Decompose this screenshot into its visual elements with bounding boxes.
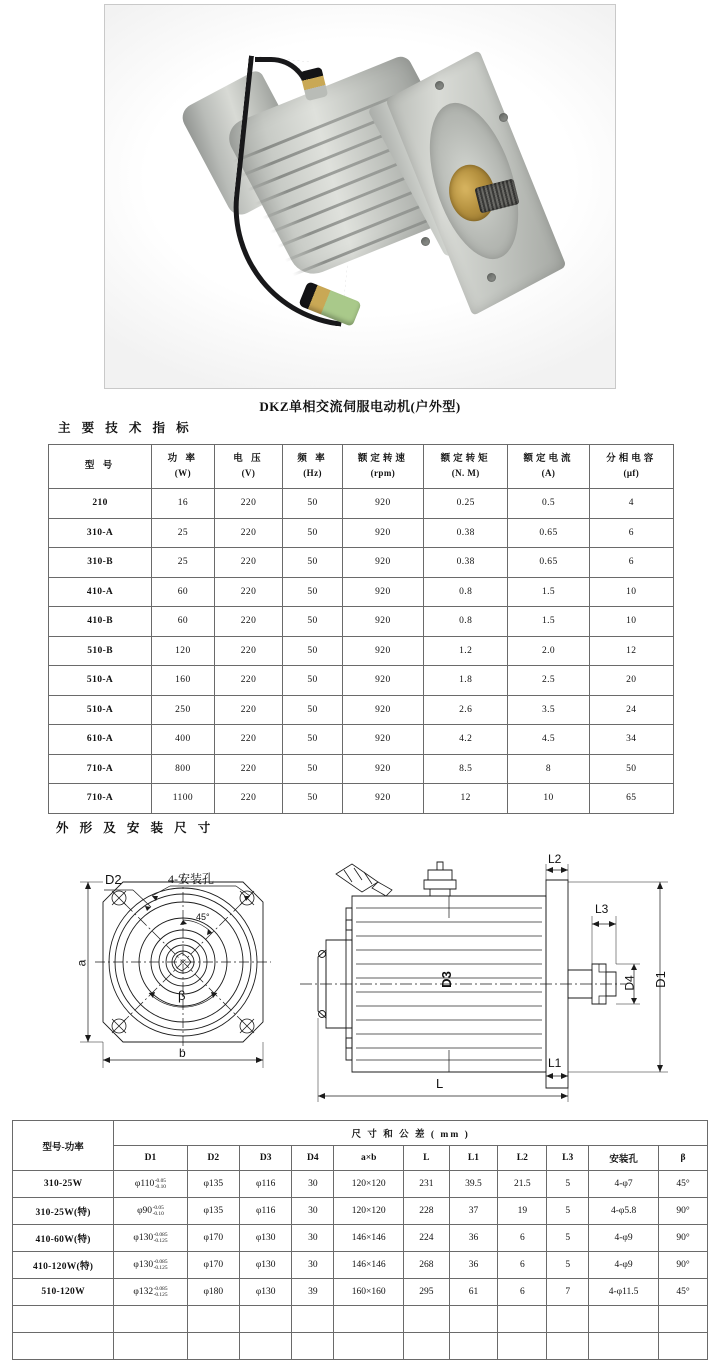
dim-cell-empty xyxy=(547,1333,589,1360)
table-row-empty xyxy=(13,1333,708,1360)
dim-cell-holes: 4-φ5.8 xyxy=(589,1198,659,1225)
tolerance-value: φ130 -0.085 -0.125 xyxy=(133,1258,168,1271)
table-row-empty xyxy=(13,1306,708,1333)
drawing-section-heading: 外 形 及 安 装 尺 寸 xyxy=(56,821,215,835)
label-d3: D3 xyxy=(438,971,454,988)
spec-cell: 6 xyxy=(589,548,673,578)
dim-cell-empty xyxy=(240,1333,292,1360)
spec-cell: 410-B xyxy=(49,607,152,637)
spec-cell: 50 xyxy=(283,725,342,755)
spec-cell: 0.65 xyxy=(508,548,589,578)
dim-cell-empty xyxy=(114,1306,187,1333)
dim-cell-l1: 61 xyxy=(449,1279,498,1306)
spec-cell: 610-A xyxy=(49,725,152,755)
table-row xyxy=(49,548,674,578)
spec-cell: 920 xyxy=(342,577,423,607)
spec-cell: 0.5 xyxy=(508,489,589,519)
dim-cell-d2: φ135 xyxy=(187,1198,239,1225)
spec-col-voltage: 电 压 (V) xyxy=(214,445,283,489)
spec-cell: 50 xyxy=(283,548,342,578)
spec-cell: 50 xyxy=(283,666,342,696)
dim-cell-l: 224 xyxy=(404,1225,449,1252)
spec-cell: 12 xyxy=(424,784,508,814)
dim-cell-l2: 6 xyxy=(498,1279,547,1306)
spec-cell: 0.25 xyxy=(424,489,508,519)
table-row xyxy=(13,1252,708,1279)
spec-cell: 20 xyxy=(589,666,673,696)
spec-cell: 10 xyxy=(589,577,673,607)
label-angle-45: 45° xyxy=(196,912,210,922)
label-a: a xyxy=(74,959,89,967)
dim-cell-beta: 45° xyxy=(659,1279,708,1306)
dim-cell-l: 231 xyxy=(404,1171,449,1198)
spec-cell: 50 xyxy=(283,784,342,814)
dim-cell-d3: φ130 xyxy=(240,1252,292,1279)
dim-cell-l2: 19 xyxy=(498,1198,547,1225)
spec-cell: 1.8 xyxy=(424,666,508,696)
dim-cell-l3: 7 xyxy=(547,1279,589,1306)
spec-cell: 510-A xyxy=(49,666,152,696)
table-row xyxy=(49,607,674,637)
dim-cell-empty xyxy=(334,1306,404,1333)
spec-cell: 400 xyxy=(152,725,215,755)
dim-cell-d2: φ170 xyxy=(187,1252,239,1279)
spec-cell: 510-A xyxy=(49,695,152,725)
table-row xyxy=(49,695,674,725)
spec-cell: 3.5 xyxy=(508,695,589,725)
spec-cell: 920 xyxy=(342,666,423,696)
dim-cell-empty xyxy=(449,1306,498,1333)
spec-cell: 0.8 xyxy=(424,607,508,637)
dim-cell-model: 410-60W(特) xyxy=(13,1225,114,1252)
dimension-drawing-svg xyxy=(0,860,720,1110)
dim-cell-l1: 36 xyxy=(449,1225,498,1252)
spec-cell: 0.8 xyxy=(424,577,508,607)
spec-cell: 920 xyxy=(342,607,423,637)
power-cable xyxy=(222,55,369,326)
dim-cell-beta: 90° xyxy=(659,1225,708,1252)
spec-cell: 220 xyxy=(214,548,283,578)
tolerance-value: φ90 -0.05 -0.10 xyxy=(137,1204,164,1217)
spec-col-current: 额定电流 (A) xyxy=(508,445,589,489)
dim-group-header: 尺 寸 和 公 差 ( mm ) xyxy=(114,1121,708,1146)
spec-cell: 220 xyxy=(214,577,283,607)
dim-cell-ab: 160×160 xyxy=(334,1279,404,1306)
spec-cell: 220 xyxy=(214,754,283,784)
dim-col-holes: 安装孔 xyxy=(589,1146,659,1171)
flange-bolt xyxy=(499,113,508,122)
dim-cell-d4: 30 xyxy=(292,1225,334,1252)
dim-cell-l3: 5 xyxy=(547,1171,589,1198)
table-row xyxy=(49,725,674,755)
dim-cell-empty xyxy=(114,1333,187,1360)
dim-cell-beta: 90° xyxy=(659,1252,708,1279)
dim-cell-d2: φ180 xyxy=(187,1279,239,1306)
table-row xyxy=(49,754,674,784)
spec-cell: 710-A xyxy=(49,754,152,784)
table-row xyxy=(49,577,674,607)
dim-cell-l: 295 xyxy=(404,1279,449,1306)
spec-col-torque: 额定转矩 (N. M) xyxy=(424,445,508,489)
dim-cell-holes: 4-φ7 xyxy=(589,1171,659,1198)
dim-cell-ab: 146×146 xyxy=(334,1225,404,1252)
spec-cell: 220 xyxy=(214,695,283,725)
dim-cell-holes: 4-φ11.5 xyxy=(589,1279,659,1306)
spec-cell: 65 xyxy=(589,784,673,814)
dim-cell-empty xyxy=(589,1333,659,1360)
dimensions-table xyxy=(12,1120,708,1360)
spec-cell: 25 xyxy=(152,548,215,578)
dim-cell-beta: 45° xyxy=(659,1171,708,1198)
label-d4: D4 xyxy=(622,975,637,991)
dim-cell-l2: 6 xyxy=(498,1225,547,1252)
specifications-table xyxy=(48,444,674,814)
dim-col-l3: L3 xyxy=(547,1146,589,1171)
table-row xyxy=(49,784,674,814)
dim-cell-empty xyxy=(659,1333,708,1360)
spec-cell: 220 xyxy=(214,607,283,637)
table-row xyxy=(13,1225,708,1252)
spec-cell: 50 xyxy=(283,607,342,637)
spec-cell: 12 xyxy=(589,636,673,666)
dim-cell-empty xyxy=(547,1306,589,1333)
product-photo-frame xyxy=(104,4,616,389)
dim-cell-l: 268 xyxy=(404,1252,449,1279)
spec-cell: 2.6 xyxy=(424,695,508,725)
dim-cell-empty xyxy=(659,1306,708,1333)
dim-col-beta: β xyxy=(659,1146,708,1171)
spec-cell: 2.5 xyxy=(508,666,589,696)
dim-cell-d3: φ130 xyxy=(240,1279,292,1306)
dim-cell-l3: 5 xyxy=(547,1252,589,1279)
dim-cell-l3: 5 xyxy=(547,1198,589,1225)
spec-cell: 16 xyxy=(152,489,215,519)
spec-cell: 210 xyxy=(49,489,152,519)
label-l3: L3 xyxy=(595,902,609,916)
spec-cell: 4.2 xyxy=(424,725,508,755)
spec-col-capacitance: 分相电容 (μf) xyxy=(589,445,673,489)
dim-cell-empty xyxy=(449,1333,498,1360)
spec-cell: 920 xyxy=(342,548,423,578)
dim-cell-d2: φ135 xyxy=(187,1171,239,1198)
label-l1: L1 xyxy=(548,1056,562,1070)
dim-cell-empty xyxy=(334,1333,404,1360)
dim-cell-d1 xyxy=(114,1279,187,1306)
dim-cell-d4: 39 xyxy=(292,1279,334,1306)
spec-cell: 1.2 xyxy=(424,636,508,666)
dim-group-header-row xyxy=(13,1121,708,1146)
spec-col-frequency: 频 率 (Hz) xyxy=(283,445,342,489)
dim-cell-d4: 30 xyxy=(292,1198,334,1225)
spec-cell: 1.5 xyxy=(508,607,589,637)
spec-cell: 0.38 xyxy=(424,518,508,548)
dim-cell-empty xyxy=(13,1333,114,1360)
spec-cell: 1.5 xyxy=(508,577,589,607)
spec-cell: 120 xyxy=(152,636,215,666)
product-photo xyxy=(105,5,615,388)
label-mounting-holes: 4-安装孔 xyxy=(168,872,214,886)
spec-cell: 920 xyxy=(342,489,423,519)
dim-cell-l1: 39.5 xyxy=(449,1171,498,1198)
dim-cell-d3: φ130 xyxy=(240,1225,292,1252)
dim-cell-d4: 30 xyxy=(292,1171,334,1198)
spec-cell: 50 xyxy=(283,518,342,548)
dim-cell-empty xyxy=(187,1333,239,1360)
spec-col-model: 型 号 xyxy=(49,445,152,489)
dim-col-ab: a×b xyxy=(334,1146,404,1171)
spec-col-speed: 额定转速 (rpm) xyxy=(342,445,423,489)
dimension-drawings xyxy=(0,852,720,1110)
dim-cell-l1: 36 xyxy=(449,1252,498,1279)
spec-cell: 2.0 xyxy=(508,636,589,666)
dim-cell-d4: 30 xyxy=(292,1252,334,1279)
dim-col-d3: D3 xyxy=(240,1146,292,1171)
dim-cell-d3: φ116 xyxy=(240,1198,292,1225)
dim-cell-model: 310-25W xyxy=(13,1171,114,1198)
spec-cell: 10 xyxy=(589,607,673,637)
spec-cell: 510-B xyxy=(49,636,152,666)
dim-cell-empty xyxy=(589,1306,659,1333)
spec-cell: 0.65 xyxy=(508,518,589,548)
table-row xyxy=(13,1279,708,1306)
tolerance-value: φ110 -0.05 -0.10 xyxy=(134,1177,166,1190)
dim-cell-empty xyxy=(404,1333,449,1360)
dim-cell-d3: φ116 xyxy=(240,1171,292,1198)
spec-cell: 50 xyxy=(283,754,342,784)
spec-header-row xyxy=(49,445,674,489)
dim-cell-ab: 120×120 xyxy=(334,1198,404,1225)
dim-col-d2: D2 xyxy=(187,1146,239,1171)
spec-cell: 0.38 xyxy=(424,548,508,578)
spec-cell: 920 xyxy=(342,636,423,666)
photo-caption: DKZ单相交流伺服电动机(户外型) xyxy=(259,399,461,414)
spec-cell: 50 xyxy=(283,489,342,519)
spec-cell: 24 xyxy=(589,695,673,725)
dim-cell-empty xyxy=(292,1333,334,1360)
dim-cell-empty xyxy=(498,1306,547,1333)
dim-col-l2: L2 xyxy=(498,1146,547,1171)
dim-cell-l2: 6 xyxy=(498,1252,547,1279)
spec-cell: 920 xyxy=(342,754,423,784)
dim-cell-model: 410-120W(特) xyxy=(13,1252,114,1279)
flange-bolt xyxy=(487,273,496,282)
label-l: L xyxy=(436,1076,444,1091)
spec-cell: 60 xyxy=(152,607,215,637)
table-row xyxy=(49,666,674,696)
dim-cell-d1 xyxy=(114,1171,187,1198)
label-beta: β xyxy=(178,988,186,1003)
spec-section-heading: 主 要 技 术 指 标 xyxy=(58,421,193,435)
spec-cell: 920 xyxy=(342,518,423,548)
spec-cell: 310-A xyxy=(49,518,152,548)
spec-cell: 220 xyxy=(214,784,283,814)
spec-cell: 50 xyxy=(589,754,673,784)
spec-cell: 250 xyxy=(152,695,215,725)
tolerance-value: φ132 -0.085 -0.125 xyxy=(133,1285,168,1298)
dim-cell-ab: 120×120 xyxy=(334,1171,404,1198)
table-row xyxy=(49,518,674,548)
spec-cell: 8.5 xyxy=(424,754,508,784)
spec-cell: 410-A xyxy=(49,577,152,607)
dim-col-d1: D1 xyxy=(114,1146,187,1171)
dim-cell-holes: 4-φ9 xyxy=(589,1225,659,1252)
label-d2: D2 xyxy=(105,872,122,887)
spec-cell: 4 xyxy=(589,489,673,519)
flange-bolt xyxy=(435,81,444,90)
dim-cell-l1: 37 xyxy=(449,1198,498,1225)
table-row xyxy=(49,489,674,519)
spec-cell: 160 xyxy=(152,666,215,696)
spec-cell: 1100 xyxy=(152,784,215,814)
dim-cell-d2: φ170 xyxy=(187,1225,239,1252)
spec-cell: 8 xyxy=(508,754,589,784)
table-row xyxy=(49,636,674,666)
table-row xyxy=(13,1198,708,1225)
dim-cell-d1 xyxy=(114,1252,187,1279)
spec-cell: 25 xyxy=(152,518,215,548)
dim-cell-empty xyxy=(498,1333,547,1360)
spec-cell: 6 xyxy=(589,518,673,548)
spec-col-power: 功 率 (W) xyxy=(152,445,215,489)
spec-cell: 50 xyxy=(283,636,342,666)
dim-cell-empty xyxy=(187,1306,239,1333)
label-b: b xyxy=(179,1046,186,1060)
dim-cell-empty xyxy=(13,1306,114,1333)
spec-cell: 60 xyxy=(152,577,215,607)
spec-cell: 920 xyxy=(342,725,423,755)
label-d1: D1 xyxy=(652,971,668,988)
motor-illustration xyxy=(105,5,616,389)
dim-cell-empty xyxy=(240,1306,292,1333)
spec-cell: 220 xyxy=(214,489,283,519)
table-row xyxy=(13,1171,708,1198)
dim-cell-holes: 4-φ9 xyxy=(589,1252,659,1279)
dim-cell-l: 228 xyxy=(404,1198,449,1225)
dim-subheader-row xyxy=(13,1146,708,1171)
dim-cell-d1 xyxy=(114,1225,187,1252)
dim-col-l: L xyxy=(404,1146,449,1171)
spec-cell: 50 xyxy=(283,695,342,725)
spec-cell: 10 xyxy=(508,784,589,814)
dim-cell-l2: 21.5 xyxy=(498,1171,547,1198)
tolerance-value: φ130 -0.085 -0.125 xyxy=(133,1231,168,1244)
spec-cell: 310-B xyxy=(49,548,152,578)
spec-cell: 220 xyxy=(214,518,283,548)
dim-cell-empty xyxy=(404,1306,449,1333)
spec-cell: 34 xyxy=(589,725,673,755)
dim-cell-beta: 90° xyxy=(659,1198,708,1225)
dim-cell-model: 310-25W(特) xyxy=(13,1198,114,1225)
spec-cell: 220 xyxy=(214,636,283,666)
spec-cell: 4.5 xyxy=(508,725,589,755)
label-l2: L2 xyxy=(548,852,562,866)
dim-cell-ab: 146×146 xyxy=(334,1252,404,1279)
spec-cell: 800 xyxy=(152,754,215,784)
dim-col-model: 型号-功率 xyxy=(13,1121,114,1171)
spec-cell: 220 xyxy=(214,725,283,755)
spec-cell: 220 xyxy=(214,666,283,696)
dim-cell-model: 510-120W xyxy=(13,1279,114,1306)
spec-cell: 920 xyxy=(342,784,423,814)
dim-col-d4: D4 xyxy=(292,1146,334,1171)
dim-cell-empty xyxy=(292,1306,334,1333)
flange-bolt xyxy=(421,237,430,246)
spec-cell: 50 xyxy=(283,577,342,607)
dim-cell-l3: 5 xyxy=(547,1225,589,1252)
dim-col-l1: L1 xyxy=(449,1146,498,1171)
spec-cell: 920 xyxy=(342,695,423,725)
spec-cell: 710-A xyxy=(49,784,152,814)
dim-cell-d1 xyxy=(114,1198,187,1225)
